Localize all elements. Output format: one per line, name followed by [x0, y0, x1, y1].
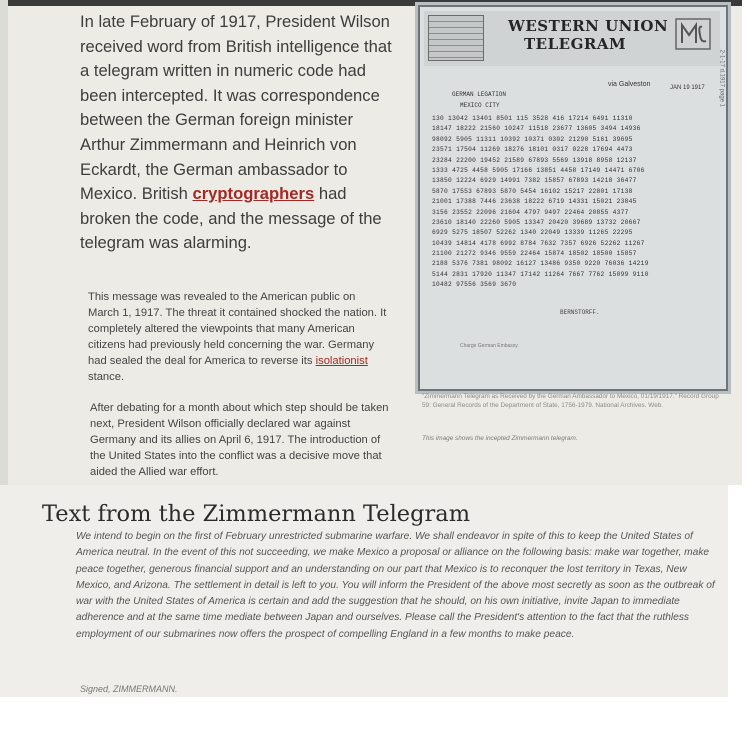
telegram-via: via Galveston: [608, 81, 651, 88]
stamp-mark-icon: [674, 17, 712, 51]
telegram-caption: This image shows the incepted Zimmermann telegram.: [422, 435, 578, 442]
telegram-code-row: 98092 5905 11311 10392 10371 0302 21290 5161 39695: [432, 135, 633, 143]
telegram-text-signature: Signed, ZIMMERMANN.: [80, 684, 178, 694]
bottom-screenshot-photo: [0, 485, 728, 697]
telegram-signature: BERNSTORFF.: [560, 309, 600, 316]
telegram-code-row: 6929 5275 18507 52262 1340 22049 13339 11265 22295: [432, 229, 633, 237]
telegram-code-row: 18147 18222 21560 10247 11518 23677 13605 3494 14936: [432, 125, 641, 133]
intro-paragraph: In late February of 1917, President Wilson received word from British intelligence that a telegram written in numeric code had been intercepted. It was correspondence between the German foreign minister Arthur Zimmermann and Heinrich von Eckardt, the German ambassador to Mexico. British cryptographers had broken the code, and the message of the telegram was alarming.: [80, 12, 392, 253]
telegram-stamp-mark: [674, 17, 712, 51]
telegram-code-row: 130 13042 13401 8501 115 3528 416 17214 6491 11310: [432, 115, 633, 122]
telegram-header: [424, 11, 720, 66]
section-title: Text from the Zimmermann Telegram: [42, 501, 471, 527]
paragraph-war-declared: After debating for a month about which step should be taken next, President Wilson officially declared war against Germany and its allies on April 6, 1917. The introduction of the United States into the conflict was a decisive move that aided the Allied war effort.: [90, 402, 389, 478]
telegram-code-row: 2188 5376 7381 98092 16127 13486 9350 9220 76036 14219: [432, 260, 649, 268]
telegram-type: TELEGRAM: [524, 35, 627, 53]
telegram-code-row: 10482 97556 3569 3670: [432, 281, 517, 289]
telegram-code-row: 23571 17504 11269 18276 18101 0317 0228 17694 4473: [432, 146, 633, 154]
telegram-code-row: 21001 17388 7446 23638 18222 6719 14331 15021 23845: [432, 198, 637, 206]
isolationist-link[interactable]: isolationist: [315, 354, 368, 367]
telegram-text: We intend to begin on the first of February unrestricted submarine warfare. We shall endeavor in spite of this to keep the United States of America neutral. In the event of this not succeeding, we make Mexico a proposal or alliance on the following basis: make war together, make peace together, generous financial support and an understanding on our part that Mexico is to reconquer the lost territory in Texas, New Mexico, and Arizona. The settlement in detail is left to you. You will inform the President of the above most secretly as soon as the outbreak of war with the United States of America is certain and add the suggestion that he should, on his own initiative, invite Japan to immediate adherence and at the same time mediate between Japan and ourselves. Please call the President's attention to the fact that the ruthless employment of our submarines now offers the prospect of compelling England in a few months to make peace.: [76, 531, 715, 640]
telegram-code-row: 1333 4725 4458 5905 17166 13851 4458 17149 14471 6706: [432, 166, 645, 174]
right-margin: [742, 0, 750, 751]
telegram-side-note: 2-1-17 d.1917 page 1: [718, 49, 724, 107]
telegram-recipient-city: MEXICO CITY: [460, 102, 500, 109]
telegram-code-rows: [432, 115, 712, 292]
telegram-code-row: 23610 18140 22260 5905 13347 20420 39689 13732 20667: [432, 218, 641, 226]
cryptographers-link[interactable]: cryptographers: [192, 184, 315, 204]
telegram-bottom-stamp: Charge German Embassy.: [460, 343, 519, 349]
paragraph-revealed: This message was revealed to the American public on March 1, 1917. The threat it contained shocked the nation. It completely altered the viewpoints that many American citizens had previously held concerning the war. Germany had sealed the deal for America to reverse its isolationist stance.: [88, 291, 387, 383]
telegram-code-row: 5144 2831 17920 11347 17142 11264 7667 7762 15099 9110: [432, 270, 649, 278]
photo-left-edge: [0, 0, 8, 485]
telegram-code-row: 21100 21272 9346 9559 22464 15874 18502 18500 15857: [432, 250, 637, 258]
telegram-date: JAN 19 1917: [670, 85, 705, 91]
telegram-code-row: 23284 22200 19452 21589 67893 5569 13918 8958 12137: [432, 156, 637, 164]
telegram-code-row: 3156 23552 22096 21604 4797 9497 22464 20855 4377: [432, 208, 629, 216]
telegram-company: WESTERN UNION: [508, 17, 669, 35]
telegram-recipient: GERMAN LEGATION: [452, 91, 507, 98]
telegram-code-row: 10439 14814 4178 6992 8784 7632 7357 6926 52262 11267: [432, 239, 645, 247]
telegram-class-box: [428, 15, 484, 61]
telegram-code-row: 5870 17553 67893 5870 5454 16102 15217 22801 17138: [432, 187, 633, 195]
telegram-citation: "Zimmermann Telegram as Received by the German Ambassador to Mexico, 01/19/1917." Record Group 59: General Records of the Department of State, 1756-1979. National Archives. Web.: [422, 393, 719, 409]
telegram-code-row: 13850 12224 6929 14991 7382 15857 67893 14218 36477: [432, 177, 637, 185]
telegram-image: [418, 5, 728, 391]
